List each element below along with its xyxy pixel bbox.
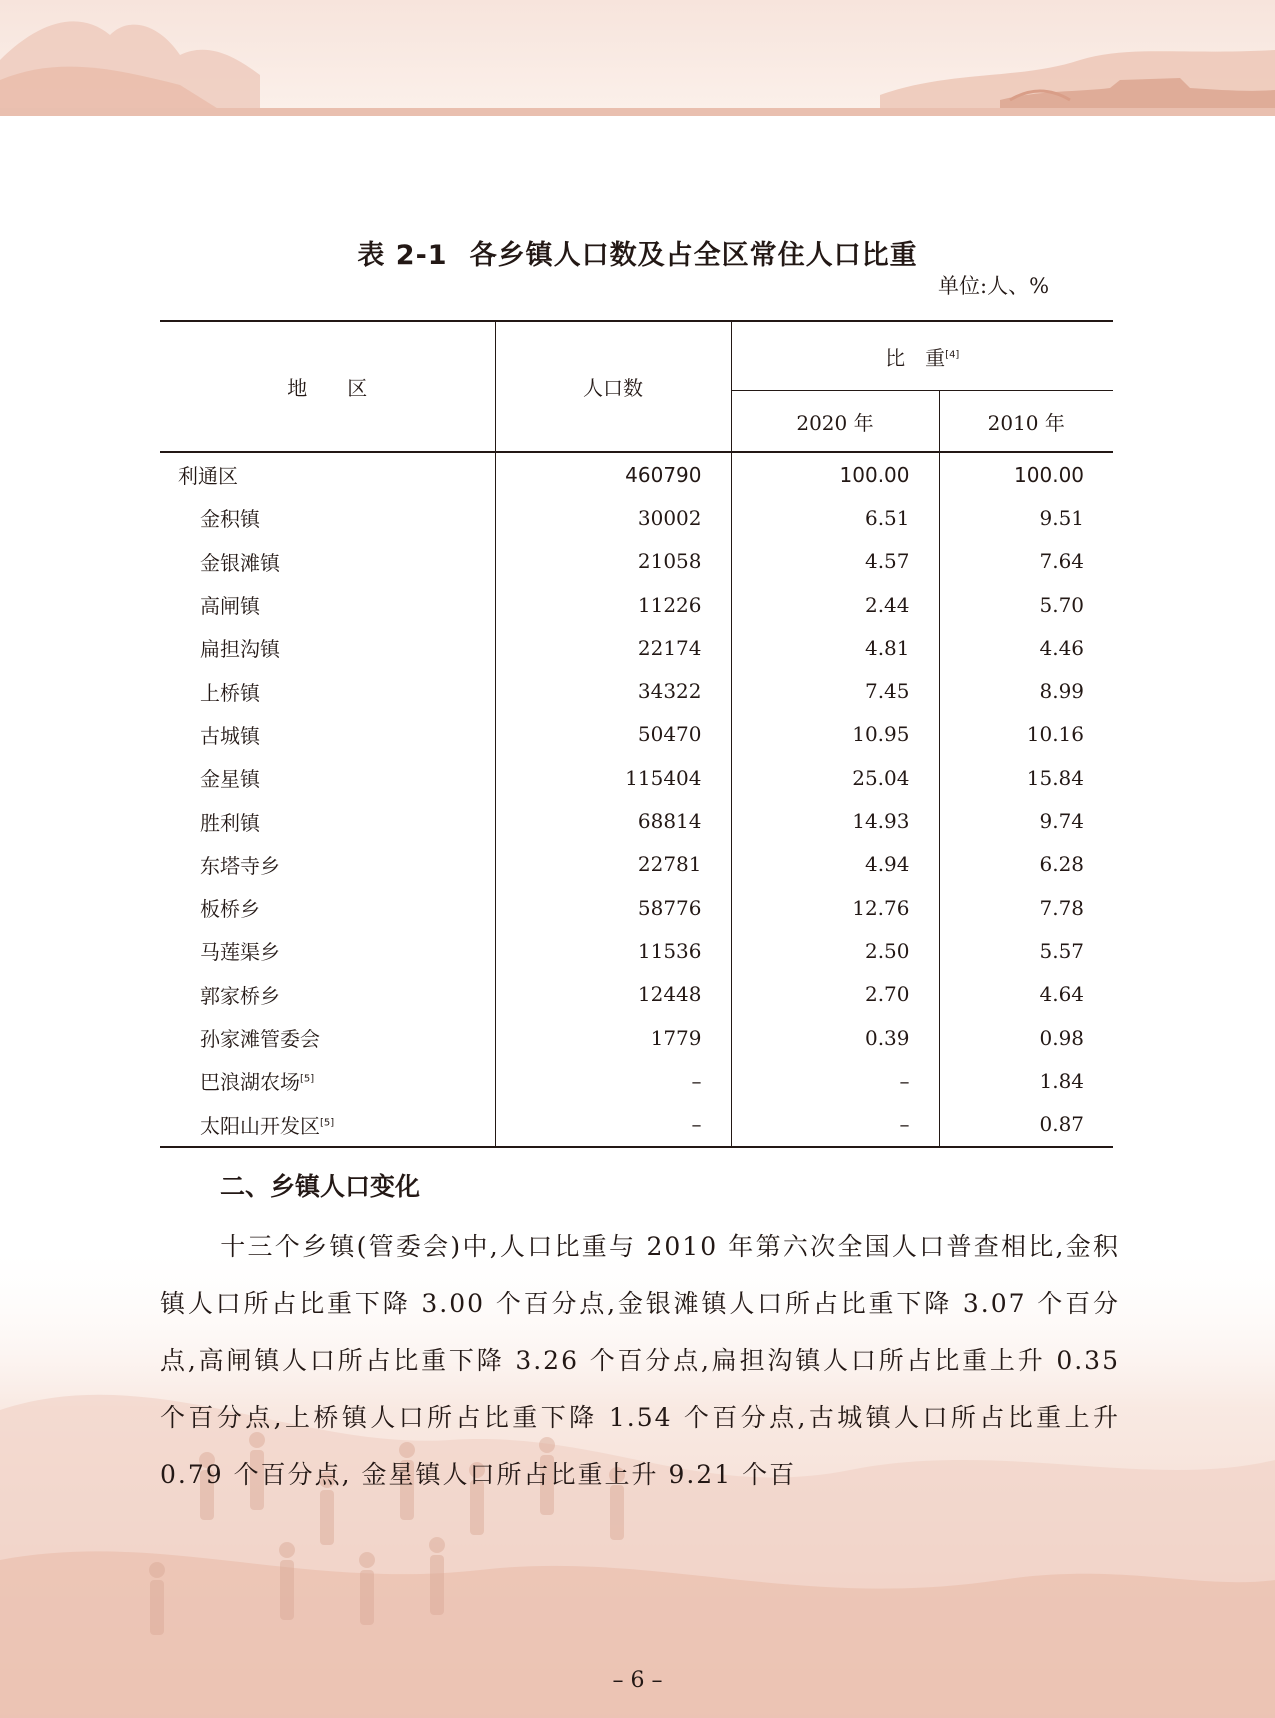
row-pct-2020-text: 4.57 <box>864 549 910 574</box>
row-pct-2020 <box>731 583 939 626</box>
row-pct-2020-text: – <box>899 1068 910 1093</box>
row-pct-2020 <box>731 1102 939 1146</box>
row-population <box>495 756 731 799</box>
row-pct-2020-text: 2.50 <box>864 938 910 963</box>
row-name-text: 郭家桥乡 <box>200 983 280 1008</box>
row-name <box>160 1016 495 1059</box>
row-pct-2020 <box>731 713 939 756</box>
row-name <box>160 799 495 842</box>
section-paragraph <box>160 1218 1120 1503</box>
table-row <box>160 540 1113 583</box>
row-pct-2010-text: 9.51 <box>1039 505 1085 530</box>
row-population <box>495 1016 731 1059</box>
row-pct-2010-text: 9.74 <box>1039 809 1085 834</box>
row-name <box>160 540 495 583</box>
row-population <box>495 540 731 583</box>
row-pct-2010-text: 8.99 <box>1039 679 1085 704</box>
table-label: 表 2-1 <box>357 240 448 271</box>
row-pct-2010-text: 10.16 <box>1026 722 1085 747</box>
table-row <box>160 626 1113 669</box>
row-pct-2010 <box>939 756 1113 799</box>
row-pct-2010 <box>939 1059 1113 1102</box>
row-pct-2020-text: 7.45 <box>864 679 910 704</box>
paragraph-text: 十三个乡镇(管委会)中,人口比重与 2010 年第六次全国人口普查相比,金积镇人口所占比重下降 3.00 个百分点,金银滩镇人口所占比重下降 3.07 个百分点,高闸镇人口所占比重下降 3.26 个百分点,扁担沟镇人口所占比重上升 0.35 个百分点,上桥镇人口所占比重下降 1.54 个百分点,古城镇人口所占比重上升 0.79 个百分点, 金星镇人口所占比重上升 9.21 个百 <box>160 1232 1120 1489</box>
row-name-text: 胜利镇 <box>200 810 260 835</box>
row-pct-2010 <box>939 843 1113 886</box>
table-row <box>160 843 1113 886</box>
row-name <box>160 583 495 626</box>
table-row <box>160 496 1113 539</box>
row-pct-2020-text: 10.95 <box>852 722 910 747</box>
row-pct-2020-text: 0.39 <box>864 1025 910 1050</box>
table-row-total <box>160 452 1113 496</box>
row-population <box>495 799 731 842</box>
row-pct-2010-text: 1.84 <box>1039 1068 1085 1093</box>
row-pct-2020 <box>731 1059 939 1102</box>
row-pct-2020 <box>731 886 939 929</box>
row-name <box>160 496 495 539</box>
header-year-2020: 2020 年 <box>731 391 939 453</box>
section-heading: 二、乡镇人口变化 <box>220 1172 421 1201</box>
row-pct-2020 <box>731 929 939 972</box>
row-population-text: 1779 <box>650 1025 702 1050</box>
row-pct-2020-text: 6.51 <box>864 505 910 530</box>
row-pct-2020-text: 2.70 <box>864 982 910 1007</box>
row-population-text: 50470 <box>637 722 702 747</box>
header-year-2010: 2010 年 <box>939 391 1113 453</box>
row-name-text: 上桥镇 <box>200 680 260 705</box>
row-population-text: 22174 <box>637 635 702 660</box>
row-pct-2010 <box>939 929 1113 972</box>
row-population-text: – <box>691 1068 702 1093</box>
row-name-text: 金银滩镇 <box>200 550 280 575</box>
row-pct-2020 <box>731 843 939 886</box>
row-name-text: 高闸镇 <box>200 594 260 619</box>
row-pct-2020 <box>731 1016 939 1059</box>
row-pct-2010 <box>939 973 1113 1016</box>
table-unit: 单位:人、% <box>938 274 1050 298</box>
row-name-text: 巴浪湖农场 <box>200 1070 300 1095</box>
table-row <box>160 1016 1113 1059</box>
row-pct-2020-text: – <box>899 1112 910 1137</box>
population-table <box>160 320 1113 1148</box>
row-pct-2010-text: 4.46 <box>1039 635 1085 660</box>
header-ratio-text: 比 重 <box>885 345 946 370</box>
row-name-text: 东塔寺乡 <box>200 853 280 878</box>
row-pct-2020-text: 12.76 <box>852 895 910 920</box>
table-row <box>160 583 1113 626</box>
row-pct-2020 <box>731 799 939 842</box>
header-region: 地 区 <box>160 321 495 452</box>
row-pct-2020 <box>731 496 939 539</box>
row-name <box>160 669 495 712</box>
row-population-text: 12448 <box>637 982 702 1007</box>
row-pct-2020-text: 4.81 <box>864 635 910 660</box>
header-banner-art <box>0 0 1275 125</box>
row-name-text: 马莲渠乡 <box>200 940 280 965</box>
row-pct-2010-text: 5.70 <box>1039 592 1085 617</box>
row-pct-2010 <box>939 583 1113 626</box>
row-population <box>495 973 731 1016</box>
table-row <box>160 669 1113 712</box>
table-row <box>160 929 1113 972</box>
row-pct-2010 <box>939 540 1113 583</box>
row-name-text: 扁担沟镇 <box>200 637 280 662</box>
row-population-text: 21058 <box>637 549 702 574</box>
row-name <box>160 756 495 799</box>
row-pct-2010-text: 0.87 <box>1039 1112 1085 1137</box>
row-pct-2020-text: 25.04 <box>852 765 910 790</box>
row-pct-2020 <box>731 756 939 799</box>
table-row <box>160 799 1113 842</box>
row-pct-2020 <box>731 540 939 583</box>
row-population <box>495 843 731 886</box>
header-ratio-note: [4] <box>945 348 960 360</box>
header-ratio <box>731 321 1113 391</box>
row-population-text: 68814 <box>637 809 702 834</box>
row-population: 460790 <box>495 452 731 496</box>
header-population: 人口数 <box>495 321 731 452</box>
row-population <box>495 496 731 539</box>
row-pct-2010-text: 0.98 <box>1039 1025 1085 1050</box>
row-population <box>495 929 731 972</box>
row-population-text: 11226 <box>637 592 702 617</box>
table-row <box>160 713 1113 756</box>
table-row <box>160 886 1113 929</box>
row-pct-2020 <box>731 669 939 712</box>
table-row <box>160 973 1113 1016</box>
row-pct-2010 <box>939 1102 1113 1146</box>
row-name <box>160 1102 495 1146</box>
row-note: [5] <box>300 1073 315 1085</box>
row-name-text: 金积镇 <box>200 507 260 532</box>
row-pct-2010-text: 5.57 <box>1039 938 1085 963</box>
row-pct-2010-text: 6.28 <box>1039 852 1085 877</box>
row-pct-2010 <box>939 669 1113 712</box>
row-name <box>160 843 495 886</box>
row-population <box>495 1102 731 1146</box>
row-pct-2020-text: 14.93 <box>852 809 910 834</box>
row-population-text: 115404 <box>625 765 702 790</box>
row-name <box>160 973 495 1016</box>
row-population <box>495 1059 731 1102</box>
row-name-text: 孙家滩管委会 <box>200 1027 320 1051</box>
row-pct-2010 <box>939 886 1113 929</box>
row-name <box>160 1059 495 1102</box>
row-pct-2010: 100.00 <box>1014 462 1085 487</box>
table-row <box>160 1059 1113 1102</box>
row-pct-2020-text: 2.44 <box>864 592 910 617</box>
row-name-text: 板桥乡 <box>200 897 260 922</box>
row-name-text: 金星镇 <box>200 767 260 792</box>
table-row <box>160 1102 1113 1146</box>
row-name-text: 太阳山开发区 <box>200 1113 320 1138</box>
row-pct-2020-text: 4.94 <box>864 852 910 877</box>
row-pct-2010-text: 4.64 <box>1039 982 1085 1007</box>
row-pct-2010-text: 7.78 <box>1039 895 1085 920</box>
row-name-text: 古城镇 <box>200 723 260 748</box>
row-population-text: 34322 <box>637 679 702 704</box>
table-title-text: 各乡镇人口数及占全区常住人口比重 <box>469 240 918 271</box>
row-pct-2020: 100.00 <box>731 452 939 496</box>
row-pct-2010-text: 15.84 <box>1026 765 1085 790</box>
row-population <box>495 669 731 712</box>
row-name <box>160 626 495 669</box>
row-name <box>160 929 495 972</box>
row-pct-2010 <box>939 713 1113 756</box>
row-population-text: 58776 <box>637 895 702 920</box>
row-pct-2010 <box>939 626 1113 669</box>
row-pct-2010-text: 7.64 <box>1039 549 1085 574</box>
row-population <box>495 583 731 626</box>
row-name <box>160 713 495 756</box>
row-population-text: 30002 <box>637 505 702 530</box>
row-population-text: – <box>691 1112 702 1137</box>
table-title <box>0 233 1275 272</box>
row-pct-2010 <box>939 496 1113 539</box>
table-row <box>160 756 1113 799</box>
row-population <box>495 713 731 756</box>
row-pct-2020 <box>731 973 939 1016</box>
row-pct-2020 <box>731 626 939 669</box>
row-name: 利通区 <box>160 452 495 496</box>
row-population <box>495 886 731 929</box>
row-population-text: 22781 <box>637 852 702 877</box>
row-pct-2010 <box>939 1016 1113 1059</box>
row-note: [5] <box>320 1116 335 1128</box>
row-pct-2010 <box>939 799 1113 842</box>
row-population-text: 11536 <box>637 938 702 963</box>
row-name <box>160 886 495 929</box>
row-population <box>495 626 731 669</box>
page-number: – 6 – <box>612 1668 663 1693</box>
